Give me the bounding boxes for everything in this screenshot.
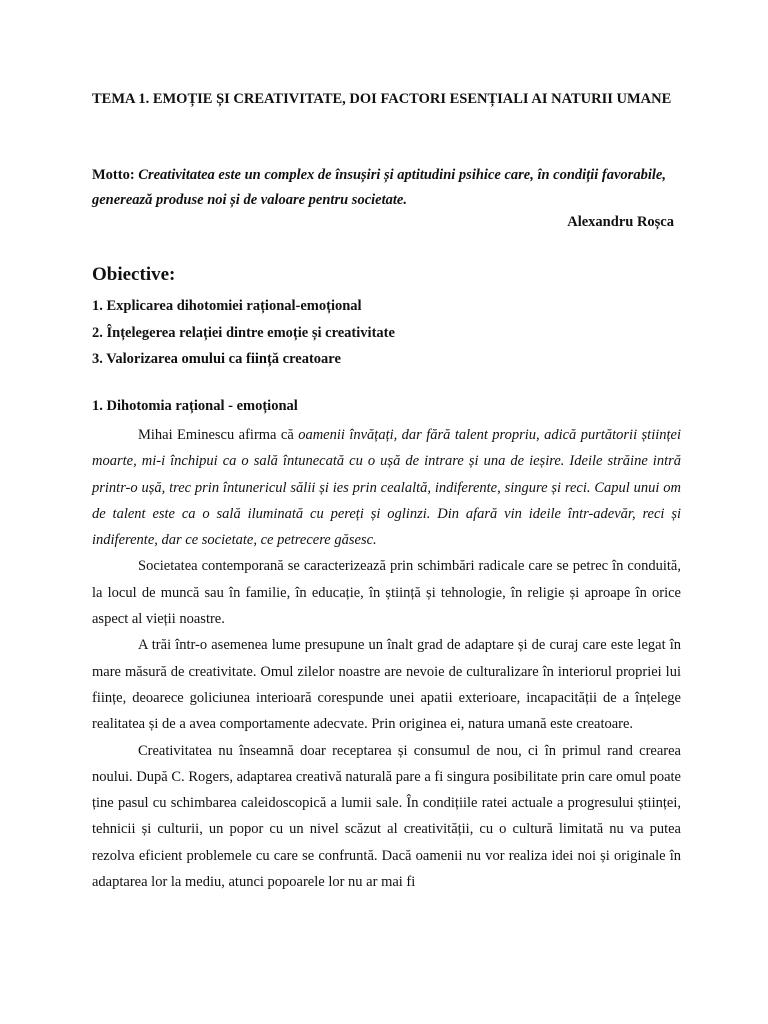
paragraph: Creativitatea nu înseamnă doar receptarea și consumul de nou, ci în primul rand crearea noului. După C. Rogers, adaptarea creativă naturală pare a fi singura posibilitate prin care omul poate ține pasul cu schimbarea caleidoscopică a lumii sale. În condițiile ratei actuale a progresului științei, tehnicii și culturii, un popor cu un nivel scăzut al creativității, cu o cultură limitată nu va putea rezolva eficient problemele cu care se confruntă. Dacă oamenii nu vor realiza idei noi și originale în adaptarea lor la mediu, atunci popoarele lor nu ar mai fi bbox=[92, 742, 681, 891]
objectives-heading: Obiective: bbox=[92, 264, 176, 285]
document-title: TEMA 1. EMOȚIE ȘI CREATIVITATE, DOI FACTORI ESENȚIALI AI NATURII UMANE bbox=[92, 91, 672, 107]
section-heading: 1. Dihotomia rațional - emoțional bbox=[92, 398, 298, 414]
paragraph bbox=[92, 422, 681, 553]
objective-item: 1. Explicarea dihotomiei rațional-emoțional bbox=[92, 298, 362, 314]
objectives-list bbox=[92, 293, 692, 373]
objective-item: 2. Înțelegerea relației dintre emoție și creativitate bbox=[92, 324, 395, 341]
motto-author: Alexandru Roșca bbox=[567, 214, 674, 230]
paragraph: Societatea contemporană se caracterizează prin schimbări radicale care se petrec în conduită, la locul de muncă sau în familie, în educație, în știință și tehnologie, în religie și aproape în orice aspect al vieții noastre. bbox=[92, 558, 681, 628]
paragraph: A trăi într-o asemenea lume presupune un înalt grad de adaptare și de curaj care este legat în mare măsură de creativitate. Omul zilelor noastre are nevoie de culturalizare în interiorul propriei lui ființe, deoarece goliciunea interioară corespunde unei apatii exterioare, incapacității de a înțelege realitatea și de a avea comportamente adecvate. Prin originea ei, natura umană este creatoare. bbox=[92, 637, 681, 733]
paragraph-lead: Mihai Eminescu afirma că bbox=[138, 427, 294, 443]
section-body bbox=[92, 422, 681, 895]
motto-text: Creativitatea este un complex de însușiri și aptitudini psihice care, în condiții favorabile, generează produse noi și de valoare pentru societate. bbox=[92, 167, 666, 208]
objective-item: 3. Valorizarea omului ca ființă creatoare bbox=[92, 351, 341, 367]
motto-label: Motto: bbox=[92, 167, 135, 183]
eminescu-quote: oamenii învățați, dar fără talent propriu, adică purtătorii științei moarte, mi-i închipui ca o sală întunecată cu o ușă de intrare și una de ieșire. Ideile străine intră printr-o ușă, trec prin întunericul sălii și ies prin cealaltă, indiferente, singure și reci. Capul unui om de talent este ca o sală iluminată cu pereți și oglinzi. Din afară vin ideile într-adevăr, reci și indiferente, dar ce societate, ce petrecere găsesc. bbox=[92, 427, 681, 549]
motto bbox=[92, 163, 680, 213]
